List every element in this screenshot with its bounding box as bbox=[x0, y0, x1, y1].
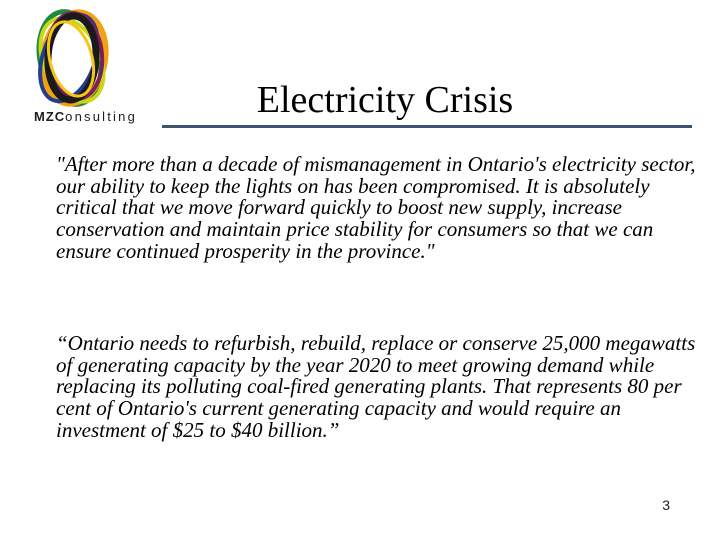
slide-title: Electricity Crisis bbox=[256, 79, 514, 121]
page-number: 3 bbox=[662, 497, 670, 513]
logo-wordmark bbox=[34, 109, 137, 124]
quote-paragraph-2: “Ontario needs to refurbish, rebuild, replace or conserve 25,000 megawatts of generating capacity by the year 2020 to meet growing demand while replacing its polluting coal-fired generating plants. That represents 80 per cent of Ontario's current generating capacity and would require an investment of $25 to $40 billion.” bbox=[56, 331, 696, 442]
logo-wordmark-rest: onsulting bbox=[65, 109, 138, 124]
logo-wordmark-bold: MZC bbox=[34, 109, 66, 124]
quote-paragraph-1: "After more than a decade of mismanagement in Ontario's electricity sector, our ability to keep the lights on has been compromised. It is absolutely critical that we move forward quickly to boost new supply, increase conservation and maintain price stability for consumers so that we can ensure continued prosperity in the province." bbox=[56, 152, 696, 263]
title-divider bbox=[162, 125, 692, 128]
rings-logo-icon bbox=[22, 8, 172, 108]
company-logo bbox=[22, 8, 172, 123]
